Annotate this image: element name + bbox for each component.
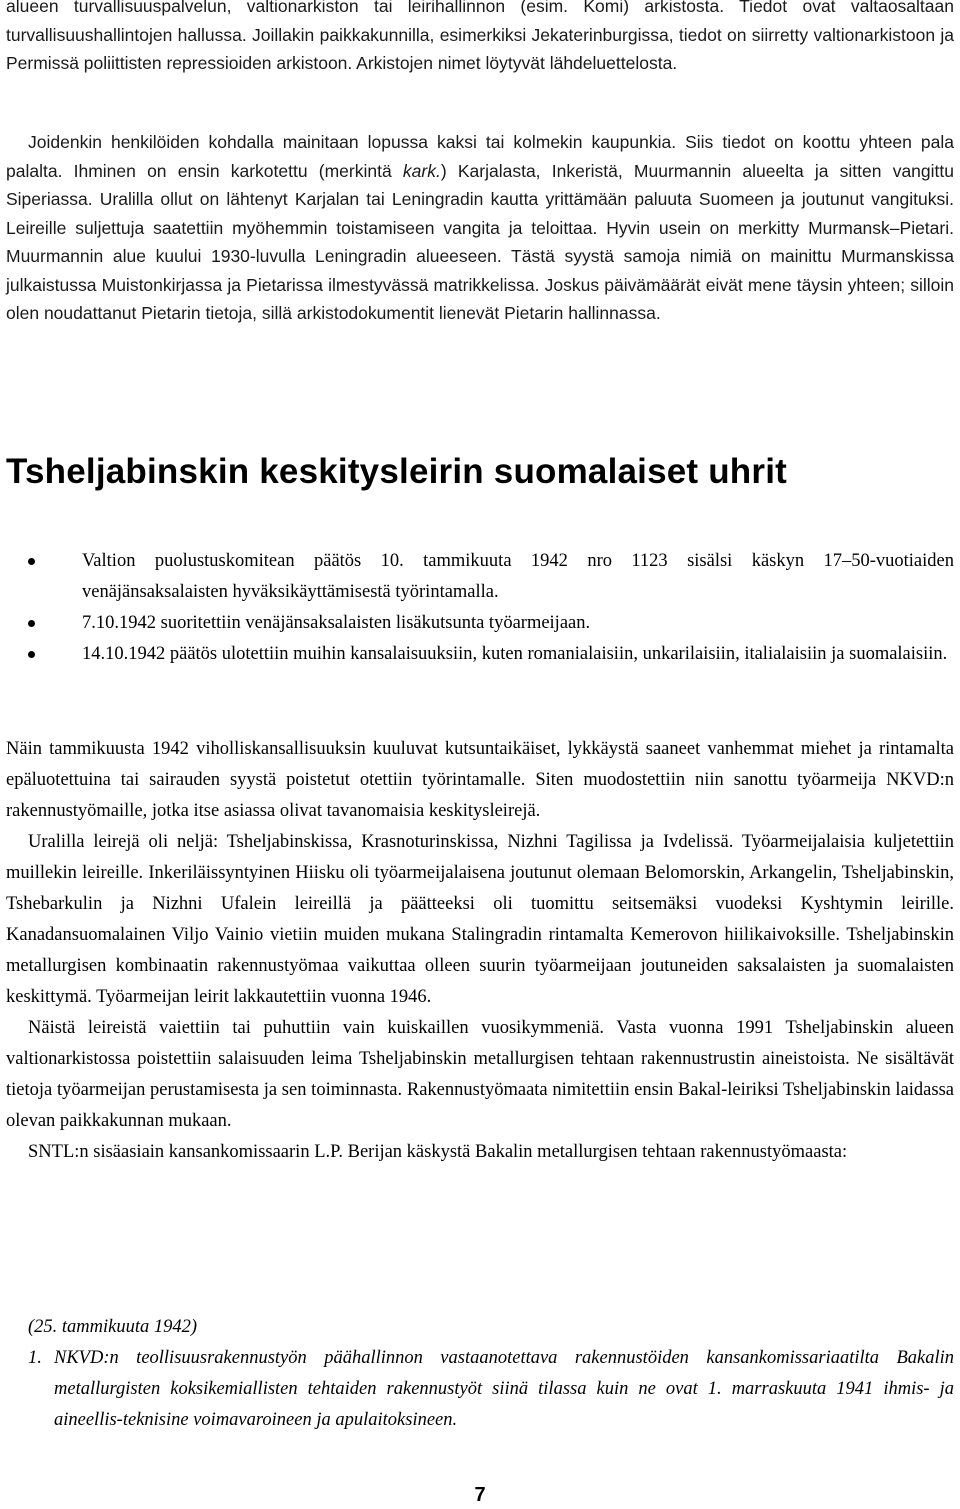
page-number: 7 — [474, 1484, 486, 1506]
intro-paragraph-2 — [6, 128, 954, 328]
body-paragraph: Näistä leireistä vaiettiin tai puhuttiin vain kuiskaillen vuosikymmeniä. Vasta vuonna 1991 Tsheljabinskin alueen valtionarkistossa poistettiin salaisuuden leima Tsheljabinskin metallurgisen tehtaan rakennustrustin aineistoista. Ne sisältävät tietoja työarmeijan perustamisesta ja sen toiminnasta. Rakennustyömaata nimitettiin ensin Bakal-leiriksi Tsheljabinskin laidassa olevan paikkakunnan mukaan. — [6, 1018, 954, 1131]
body-text — [6, 734, 954, 1168]
quote-item-number: 1. — [28, 1348, 42, 1368]
bullet-list — [6, 546, 954, 670]
quoted-order — [28, 1312, 954, 1436]
quote-item — [28, 1343, 954, 1436]
kark-abbrev: kark. — [402, 160, 441, 181]
bullet-item: 14.10.1942 päätös ulotettiin muihin kansalaisuuksiin, kuten romanialaisiin, unkarilaisiin, italialaisiin ja suomalaisiin. — [6, 639, 954, 670]
body-paragraph: Näin tammikuusta 1942 viholliskansallisuuksin kuuluvat kutsuntaikäiset, lykkäystä saaneet vanhemmat miehet ja rintamalta epäluotettuina tai sairauden syystä poistetut otettiin työrintamalle. Siten muodostettiin niin sanottu työarmeija NKVD:n rakennustyömaille, jotka itse asiassa olivat tavanomaisia keskitysleirejä. — [6, 739, 954, 821]
intro-text-b: ) Karjalasta, Inkeristä, Muurmannin alueelta ja sitten vangittu Siperiassa. Uralilla ollut on lähtenyt Karjalan tai Leningradin kautta yrittämään paluuta Suomeen ja joutunut vangituksi. Leireille suljettuja saatettiin myöhemmin toistamiseen vangita ja teloittaa. Hyvin usein on merkitty Murmansk–Pietari. Muurmannin alue kuului 1930-luvulla Leningradin alueeseen. Tästä syystä samoja nimiä on mainittu Murmanskissa julkaistussa Muistonkirjassa ja Pietarissa ilmestyvässä matrikkelissa. Joskus päivämäärät eivät mene täysin yhteen; silloin olen noudattanut Pietarin tietoja, sillä arkistodokumentit lienevät Pietarin hallinnassa. — [6, 160, 954, 323]
quote-date: (25. tammikuuta 1942) — [28, 1317, 198, 1337]
bullet-item: Valtion puolustuskomitean päätös 10. tammikuuta 1942 nro 1123 sisälsi käskyn 17–50-vuotiaiden venäjänsaksalaisten hyväksikäyttämisestä työrintamalla. — [6, 546, 954, 608]
intro-paragraph: alueen turvallisuuspalvelun, valtionarkiston tai leirihallinnon (esim. Komi) arkistosta. Tiedot ovat valtaosaltaan turvallisuushallintojen hallussa. Joillakin paikkakunnilla, esimerkiksi Jekaterinburgissa, tiedot on siirretty valtionarkistoon ja Permissä poliittisten repressioiden arkistoon. Arkistojen nimet löytyvät lähdeluettelosta. — [6, 0, 954, 73]
section-heading: Tsheljabinskin keskitysleirin suomalaiset uhrit — [6, 452, 787, 491]
intro-text-a: Joidenkin henkilöiden kohdalla mainitaan lopussa kaksi tai kolmekin kaupunkia. Siis tiedot on koottu yhteen pala palalta. Ihminen on ensin karkotettu (merkintä — [6, 132, 954, 181]
bullet-item: 7.10.1942 suoritettiin venäjänsaksalaisten lisäkutsunta työarmeijaan. — [6, 608, 954, 639]
body-paragraph: Uralilla leirejä oli neljä: Tsheljabinskissa, Krasnoturinskissa, Nizhni Tagilissa ja Ivdelissä. Työarmeijalaisia kuljetettiin muillekin leireille. Inkeriläissyntyinen Hiisku oli työarmeijalaisena joutunut olemaan Belomorskin, Arkangelin, Tsheljabinskin, Tshebarkulin ja Nizhni Ufalein leireillä ja päätteeksi oli tuomittu seitsemäksi vuodeksi Kyshtymin leirille. Kanadansuomalainen Viljo Vainio vietiin muiden mukana Stalingradin rintamalta Kemerovon hiilikaivoksille. Tsheljabinskin metallurgisen kombinaatin rakennustyömaa vaikuttaa olleen suurin työarmeijaan joutuneiden saksalaisten ja suomalaisten keskittymä. Työarmeijan leirit lakkautettiin vuonna 1946. — [6, 832, 954, 1007]
quote-item-text: NKVD:n teollisuusrakennustyön päähallinnon vastaanotettava rakennustöiden kansankomissariaatilta Bakalin metallurgisten koksikemiallisten tehtaiden rakennustyöt siinä tilassa kuin ne ovat 1. marraskuuta 1941 ihmis- ja aineellis-teknisine voimavaroineen ja apulaitoksineen. — [54, 1348, 954, 1430]
body-paragraph: SNTL:n sisäasiain kansankomissaarin L.P. Berijan käskystä Bakalin metallurgisen tehtaan rakennustyömaasta: — [28, 1142, 848, 1162]
